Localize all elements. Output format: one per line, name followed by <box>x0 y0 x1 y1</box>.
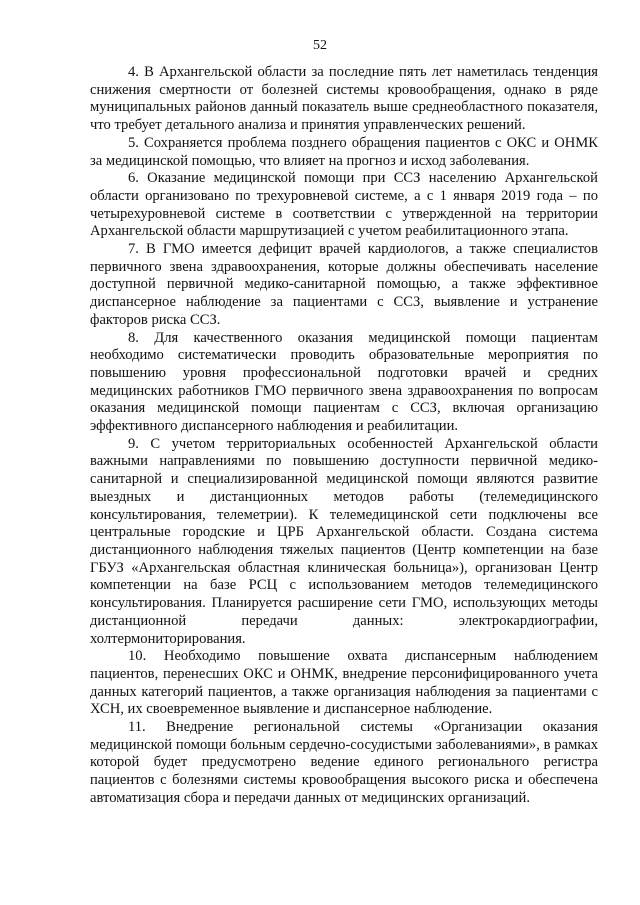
paragraph-item-5: 5. Сохраняется проблема позднего обращения пациентов с ОКС и ОНМК за медицинской помощью, что влияет на прогноз и исход заболевания. <box>90 134 598 169</box>
paragraph-item-11: 11. Внедрение региональной системы «Организации оказания медицинской помощи больным сердечно-сосудистыми заболеваниями», в рамках которой будет предусмотрено ведение единого регионального регистра пациентов с болезнями системы кровообращения высокого риска и обеспечена автоматизация сбора и передачи данных от медицинских организаций. <box>90 719 598 806</box>
document-body <box>90 64 598 808</box>
paragraph-item-9: 9. С учетом территориальных особенностей Архангельской области важными направлениями по повышению доступности первичной медико-санитарной и специализированной медицинской помощи являются развитие выездных и дистанционных методов работы (телемедицинского консультирования, телеметрии). К телемедицинской сети подключены все центральные городские и ЦРБ Архангельской области. Создана система дистанционного наблюдения тяжелых пациентов (Центр компетенции на базе ГБУЗ «Архангельская областная клиническая больница»), организован Центр компетенции на базе РСЦ с использованием методов телемедицинского консультирования. Планируется расширение сети ГМО, использующих методы дистанционной передачи данных: электрокардиографии, холтермониторирования. <box>90 435 598 647</box>
paragraph-item-10: 10. Необходимо повышение охвата диспансерным наблюдением пациентов, перенесших ОКС и ОНМК, внедрение персонифицированного учета данных категорий пациентов, а также организация наблюдения за пациентами с ХСН, их своевременное выявление и диспансерное наблюдение. <box>90 648 598 718</box>
paragraph-item-4: 4. В Архангельской области за последние пять лет наметилась тенденция снижения смертности от болезней системы кровообращения, однако в ряде муниципальных районов данный показатель выше среднеобластного показателя, что требует детального анализа и принятия управленческих решений. <box>90 64 598 134</box>
page-number: 52 <box>313 38 327 53</box>
paragraph-item-8: 8. Для качественного оказания медицинской помощи пациентам необходимо систематически проводить образовательные мероприятия по повышению уровня профессиональной подготовки врачей и средних медицинских работников ГМО первичного звена здравоохранения по вопросам оказания медицинской помощи пациентам с ССЗ, включая организацию эффективного диспансерного наблюдения и реабилитации. <box>90 329 598 435</box>
paragraph-item-7: 7. В ГМО имеется дефицит врачей кардиологов, а также специалистов первичного звена здравоохранения, которые должны обеспечивать население доступной первичной медико-санитарной помощью, а также эффективное диспансерное наблюдение за пациентами с ССЗ, выявление и устранение факторов риска ССЗ. <box>90 241 598 328</box>
paragraph-item-6: 6. Оказание медицинской помощи при ССЗ населению Архангельской области организовано по трехуровневой системе, а с 1 января 2019 года – по четырехуровневой системе в соответствии с утвержденной на территории Архангельской области маршрутизацией с учетом реабилитационного этапа. <box>90 170 598 240</box>
